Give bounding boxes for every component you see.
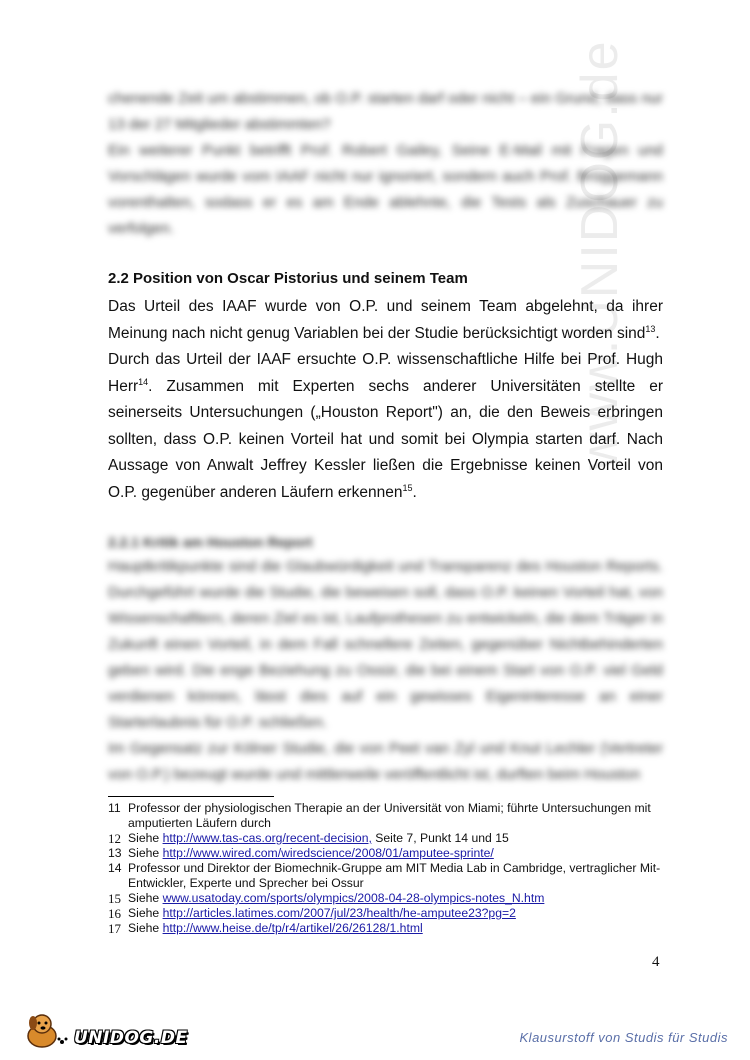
page-number: 4 <box>652 954 660 970</box>
footnote-16: 16 Siehe http://articles.latimes.com/2007/jul/23/health/he-amputee23?pg=2 <box>108 906 516 921</box>
footnote-12: 12 Siehe http://www.tas-cas.org/recent-decision, Seite 7, Punkt 14 und 15 <box>108 831 509 846</box>
section-body <box>108 294 663 506</box>
blurred-paragraph-top <box>108 86 663 242</box>
footnote-15: 15 Siehe www.usatoday.com/sports/olympics/2008-04-28-olympics-notes_N.htm <box>108 891 545 906</box>
blurred-line: chenende Zeit um abstimmen, ob O.P. starten darf oder nicht – ein Grund, dass nur 13 der 27 Mitglieder abstimmten? <box>108 90 663 133</box>
footnote-14: 14 Professor und Direktor der Biomechnik-Gruppe am MIT Media Lab in Cambridge, vertraglicher Mit-Entwickler, Experte und Sprecher bei Ossur <box>108 861 661 890</box>
footnote-ref[interactable]: 15 <box>402 482 413 493</box>
footnote-ref[interactable]: 13 <box>645 323 656 334</box>
blurred-line: Ein weiterer Punkt betrifft Prof. Robert Gailey, Seine E-Mail mit Fragen und Vorschlägen wurde vom IAAF nicht nur ignoriert, sondern auch Prof. Brüggemann vorenthalten, sodass er es am Ende ablehnte, die Tests als Zuschauer zu verfolgen. <box>108 142 663 237</box>
footnote-divider <box>108 796 274 797</box>
footnotes <box>108 801 668 936</box>
paragraph-1: Das Urteil des IAAF wurde von O.P. und seinem Team abgelehnt, da ihrer Meinung nach nicht genug Variablen bei der Studie berücksichtigt worden sind$^{13}$. <box>108 298 663 342</box>
footnote-link[interactable]: http://www.heise.de/tp/r4/artikel/26/26128/1.html <box>162 921 423 935</box>
blurred-subsection-body <box>108 554 663 788</box>
footnote-link[interactable]: http://www.wired.com/wiredscience/2008/01/amputee-sprinte/ <box>162 846 494 860</box>
footnote-17: 17 Siehe http://www.heise.de/tp/r4/artikel/26/26128/1.html <box>108 921 423 936</box>
blurred-paragraph: Hauptkritikpunkte sind die Glaubwürdigkeit und Transparenz des Houston Reports. Durchgeführt wurde die Studie, die beweisen soll, dass O.P. keinen Vorteil hat, von Wissenschaftlern, deren Ziel es ist, Laufprothesen zu entwickeln, die dem Träger in Zukunft einen Vorteil, in dem Fall schnellere Zeiten, gegenüber Nichtbehinderten geben wird. Die enge Beziehung zu Ossür, die bei einem Start von O.P. viel Geld verdienen können, lässt dies auf ein gewisses Eigeninteresse an einer Starterlaubnis für O.P. schließen. <box>108 558 663 731</box>
unidog-logo[interactable] <box>22 1010 188 1050</box>
dog-mascot-icon <box>22 1010 82 1050</box>
subsection-heading: 2.2.1 Kritik am Houston Report <box>108 534 313 550</box>
paragraph-2: Durch das Urteil der IAAF ersuchte O.P. wissenschaftliche Hilfe bei Prof. Hugh Herr$^{14}$. Zusammen mit Experten sechs anderer Universitäten stellte er seinerseits Untersuchungen („Houston Report") an, die den Beweis erbringen sollten, dass O.P. keinen Vorteil hat und somit bei Olympia starten darf. Nach Aussage von Anwalt Jeffrey Kessler ließen die Ergebnisse keinen Vorteil von O.P. gegenüber anderen Läufern erkennen$^{15}$. <box>108 351 663 501</box>
footnote-link[interactable]: www.usatoday.com/sports/olympics/2008-04-28-olympics-notes_N.htm <box>162 891 545 905</box>
footnote-link[interactable]: http://www.tas-cas.org/recent-decision, <box>162 831 372 845</box>
footnote-13: 13 Siehe http://www.wired.com/wiredscience/2008/01/amputee-sprinte/ <box>108 846 494 860</box>
logo-wordmark: UNIDOG.DE <box>74 1028 188 1048</box>
blurred-paragraph: Im Gegensatz zur Kölner Studie, die von Peet van Zyl und Knut Lechler (Vertreter von O.P.) bezeugt wurde und mittlerweile veröffentlicht ist, durften beim Houston <box>108 740 663 783</box>
footnote-11: 11 Professor der physiologischen Therapie an der Universität von Miami; führte Untersuchungen mit amputierten Läufern durch <box>108 801 651 830</box>
section-heading: 2.2 Position von Oscar Pistorius und seinem Team <box>108 270 468 287</box>
footnote-ref[interactable]: 14 <box>138 376 149 387</box>
footnote-link[interactable]: http://articles.latimes.com/2007/jul/23/health/he-amputee23?pg=2 <box>162 906 516 920</box>
footer-slogan: Klausurstoff von Studis für Studis <box>519 1030 728 1045</box>
watermark: www.UNIDOG.de <box>571 39 629 470</box>
